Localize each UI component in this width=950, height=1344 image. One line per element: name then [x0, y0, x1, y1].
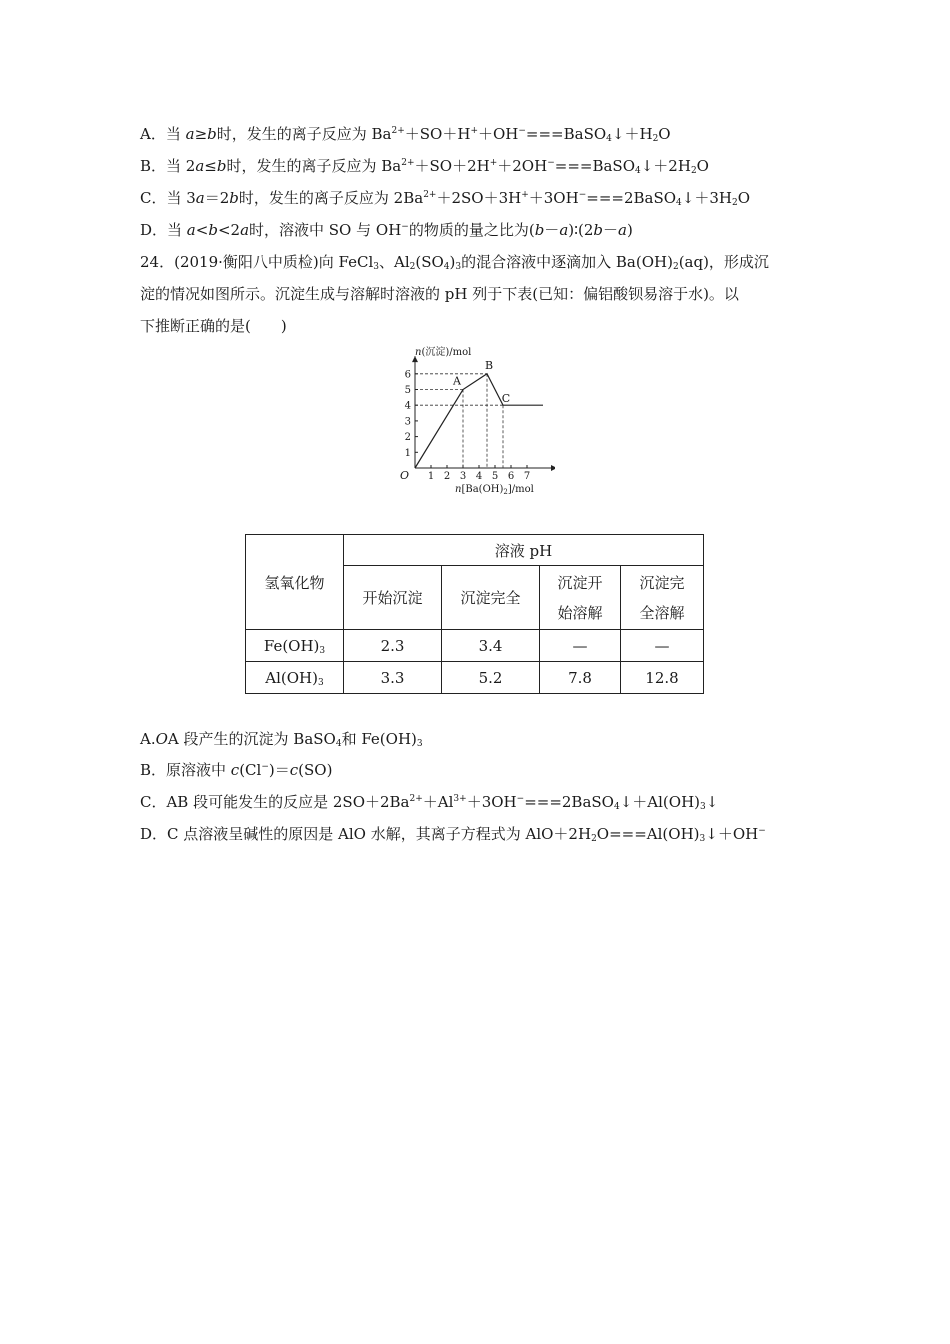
header-start-precip: 开始沉淀	[344, 566, 442, 630]
y-tick-label: 6	[404, 369, 411, 381]
x-axis-title: $n[Ba(OH)_2]$/mol	[455, 484, 534, 496]
x-tick-label: 4	[475, 471, 483, 482]
x-tick-label: 1	[427, 471, 435, 482]
x-tick-label: 6	[507, 471, 515, 482]
origin-label: O	[399, 469, 409, 482]
header-complete-precip: 沉淀完全	[442, 566, 540, 630]
cell: 5.2	[442, 662, 540, 694]
y-tick-label: 5	[404, 385, 411, 396]
x-tick-label: 7	[523, 471, 531, 482]
row-name: $Al(OH)_3$	[246, 662, 344, 694]
answer-c: C．AB 段可能发生的反应是 $2SO+2Ba^{2+}+Al^{3+}+3OH^-===2BaSO_4↓+Al(OH)_3↓$	[140, 793, 719, 812]
header-hydroxide: 氢氧化物	[246, 535, 344, 630]
y-tick-label: 4	[404, 400, 411, 412]
cell: —	[621, 630, 704, 662]
option-b: B．当 2a≤b时，发生的离子反应为 $Ba^{2+}+SO+2H^++2OH^-===BaSO_4↓+2H_2O$	[140, 157, 709, 176]
row-name: $Fe(OH)_3$	[246, 630, 344, 662]
question-line-1: 24．(2019·衡阳八中质检)向 FeCl$_3$、$Al_2(SO_4)_3$的混合溶液中逐滴加入 $Ba(OH)_2(aq)$，形成沉	[140, 253, 769, 272]
point-label: B	[484, 358, 494, 372]
chart-ticks	[400, 369, 530, 482]
question-line-2: 淀的情况如图所示。沉淀生成与溶解时溶液的 pH 列于下表(已知：偏铝酸钡易溶于水)。以	[140, 285, 739, 303]
x-tick-label: 2	[443, 471, 451, 482]
ph-table	[245, 534, 704, 694]
header-start-dissolve: 沉淀开 始溶解	[540, 566, 621, 630]
point-label: A	[453, 374, 461, 388]
x-axis-arrow	[551, 465, 555, 471]
cell: 3.3	[344, 662, 442, 694]
option-d: D．当 a<b<2a时，溶液中 SO 与 OH−的物质的量之比为(b－a)∶(2b－a)	[140, 221, 633, 239]
x-tick-label: 5	[491, 471, 499, 482]
point-label: C	[501, 392, 511, 406]
y-tick-label: 2	[404, 432, 411, 444]
precipitate-chart	[385, 340, 555, 500]
cell: 3.4	[442, 630, 540, 662]
cell: —	[540, 630, 621, 662]
y-axis-title: n(沉淀)/mol	[415, 347, 472, 358]
header-complete-dissolve: 沉淀完 全溶解	[621, 566, 704, 630]
header-solution-ph: 溶液 pH	[344, 535, 704, 566]
question-line-3: 下推断正确的是( )	[140, 317, 287, 335]
cell: 7.8	[540, 662, 621, 694]
answer-a: A.OA 段产生的沉淀为 BaSO$_4$和 $Fe(OH)_3$	[140, 730, 423, 749]
x-tick-label: 3	[459, 471, 467, 482]
chart-guides	[415, 374, 503, 468]
answer-d: D．C 点溶液呈碱性的原因是 AlO 水解，其离子方程式为 $AlO+2H_2O===Al(OH)_3↓+OH^-$	[140, 825, 766, 844]
answer-b: B．原溶液中 c(Cl−)＝c(SO)	[140, 761, 333, 779]
chart-series	[415, 374, 543, 468]
y-tick-label: 3	[404, 416, 411, 428]
chart-axes	[412, 356, 555, 471]
cell: 2.3	[344, 630, 442, 662]
table-row	[246, 662, 704, 694]
precipitate-line	[415, 374, 543, 468]
option-a: A．当 a≥b时，发生的离子反应为 $Ba^{2+}+SO+H^++OH^-===BaSO_4↓+H_2O$	[140, 125, 671, 144]
cell: 12.8	[621, 662, 704, 694]
option-c: C．当 3a＝2b时，发生的离子反应为 $2Ba^{2+}+2SO+3H^++3OH^-===2BaSO_4↓+3H_2O$	[140, 189, 751, 208]
y-tick-label: 1	[404, 447, 411, 459]
table-row	[246, 630, 704, 662]
